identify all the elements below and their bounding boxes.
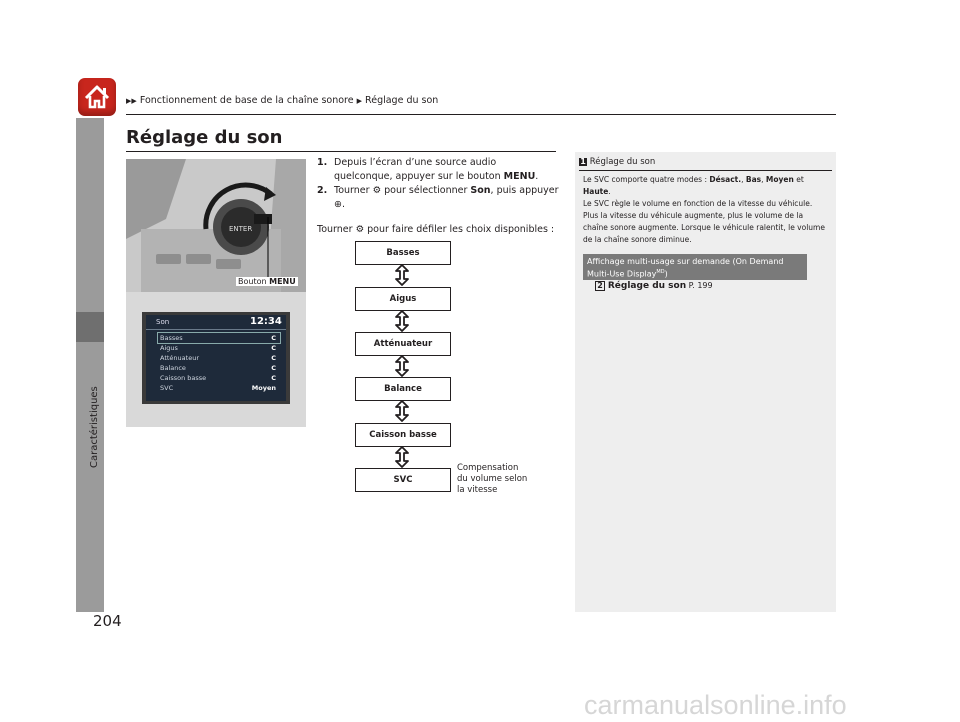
reference-link[interactable]: 2 Réglage du son P. 199 bbox=[595, 281, 713, 291]
note-divider bbox=[579, 170, 832, 171]
step-1: 1. Depuis l’écran d’une source audio quelconque, appuyer sur le bouton MENU. bbox=[317, 157, 539, 182]
screen-list-item: Aigus C bbox=[160, 344, 276, 352]
double-arrow-vertical-icon bbox=[395, 400, 409, 422]
screen-clock: 12:34 bbox=[250, 316, 282, 327]
breadcrumb bbox=[126, 95, 438, 106]
note-number-icon: 1 bbox=[580, 157, 586, 166]
flow-item: Balance bbox=[355, 377, 451, 401]
screen-list-item: Atténuateur C bbox=[160, 354, 276, 362]
section-label: Caractéristiques bbox=[89, 386, 100, 468]
flow-item: Basses bbox=[355, 241, 451, 265]
selector-knob-icon: ⚙ bbox=[372, 185, 382, 196]
side-rail bbox=[76, 118, 104, 312]
flow-item: Aigus bbox=[355, 287, 451, 311]
title-divider bbox=[126, 151, 556, 152]
double-triangle-icon: ▶▶ bbox=[126, 97, 137, 105]
screen-list-item: Balance C bbox=[160, 364, 276, 372]
double-arrow-vertical-icon bbox=[395, 310, 409, 332]
flow-item: Caisson basse bbox=[355, 423, 451, 447]
header-divider bbox=[126, 114, 836, 115]
breadcrumb-level1[interactable]: Fonctionnement de base de la chaîne sonore bbox=[139, 95, 354, 106]
page-title: Réglage du son bbox=[126, 127, 283, 148]
home-button[interactable] bbox=[78, 78, 116, 116]
reference-icon: 2 bbox=[595, 281, 605, 291]
menu-button-callout: Bouton MENU bbox=[238, 277, 296, 286]
screen-title: Son bbox=[156, 318, 170, 326]
screen-list bbox=[158, 333, 280, 393]
selector-knob-icon: ⚙ bbox=[355, 224, 365, 235]
audio-screen bbox=[142, 312, 290, 404]
note-paragraph-1: Le SVC comporte quatre modes : Désact., Bas, Moyen et Haute. bbox=[583, 175, 804, 196]
note-banner: Affichage multi-usage sur demande (On Demand Multi-Use Display$^{MD}$) bbox=[583, 254, 807, 280]
note-paragraph-2: Le SVC règle le volume en fonction de la vitesse du véhicule. Plus la vitesse du véhicule augmente, plus le volume de la chaîne sonore augmente. Lorsque le véhicule ralentit, le volume de la chaîne sonore diminue. bbox=[583, 199, 825, 244]
step-2: 2. Tourner ⚙ pour sélectionner Son, puis appuyer ⊕. bbox=[317, 185, 559, 210]
double-arrow-vertical-icon bbox=[395, 264, 409, 286]
svc-note: Compensation du volume selon la vitesse bbox=[457, 463, 528, 495]
scroll-instruction: Tourner ⚙ pour faire défiler les choix disponibles : bbox=[317, 224, 555, 235]
breadcrumb-level2[interactable]: Réglage du son bbox=[365, 95, 439, 106]
screen-list-item: Basses C bbox=[158, 333, 280, 343]
svg-text:ENTER: ENTER bbox=[229, 225, 253, 233]
selector-press-icon: ⊕ bbox=[334, 199, 342, 210]
screen-list-item: SVC Moyen bbox=[160, 384, 276, 392]
flow-item: Atténuateur bbox=[355, 332, 451, 356]
double-arrow-vertical-icon bbox=[395, 446, 409, 468]
dashboard-photo bbox=[126, 159, 306, 292]
watermark: carmanualsonline.info bbox=[584, 690, 847, 720]
note-heading: 1 Réglage du son bbox=[580, 157, 656, 167]
triangle-icon: ▶ bbox=[356, 97, 363, 105]
screen-list-item: Caisson basse C bbox=[160, 374, 276, 382]
page-number: 204 bbox=[93, 612, 122, 630]
home-icon bbox=[78, 78, 116, 116]
side-rail-active-tab[interactable] bbox=[76, 312, 104, 342]
flow-item: SVC bbox=[355, 468, 451, 492]
double-arrow-vertical-icon bbox=[395, 355, 409, 377]
